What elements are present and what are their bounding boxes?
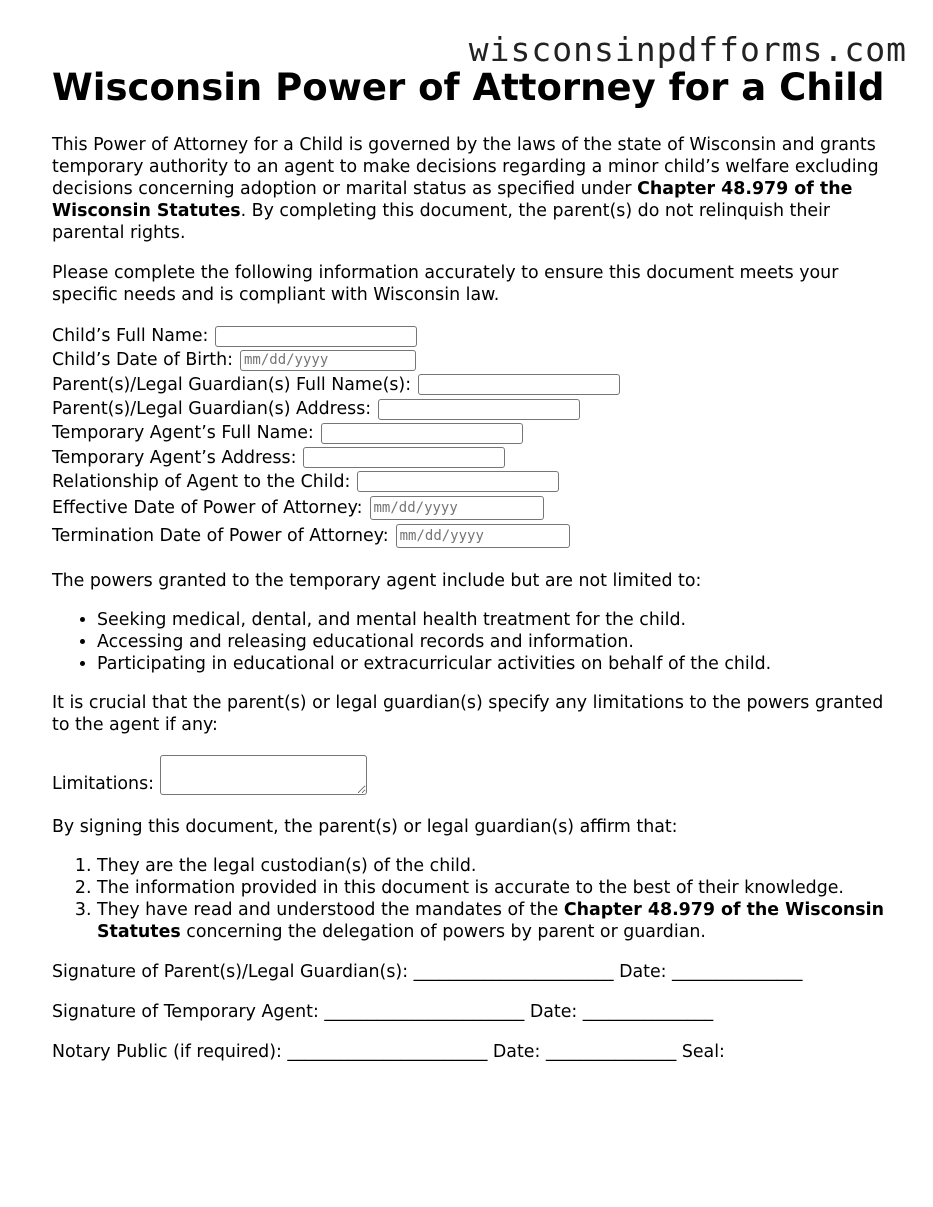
relationship-label: Relationship of Agent to the Child: (52, 471, 351, 492)
field-row-termination-date (52, 522, 892, 550)
limitations-label: Limitations: (52, 774, 155, 795)
affirm-intro: By signing this document, the parent(s) or legal guardian(s) affirm that: (52, 817, 678, 838)
field-row-parent-name (52, 373, 892, 397)
termination-date-label: Termination Date of Power of Attorney: (52, 526, 389, 547)
list-item: 1. They are the legal custodian(s) of the child. (97, 855, 892, 877)
list-item: • Accessing and releasing educational records and information. (97, 631, 892, 653)
intro-text: This Power of Attorney for a Child is governed by the laws of the state of Wisconsin and grants temporary authority to an agent to make decisions regarding a minor child’s welfare excluding decisions concerning adoption or marital status as specified under (52, 135, 879, 199)
effective-date-input[interactable] (370, 496, 544, 520)
parent-signature-line: Signature of Parent(s)/Legal Guardian(s): _______________________ Date: _______________ (52, 962, 803, 983)
form-document (52, 66, 892, 1063)
field-row-relationship (52, 470, 892, 494)
parent-address-input[interactable] (378, 399, 580, 420)
agent-name-input[interactable] (321, 423, 523, 444)
agent-name-label: Temporary Agent’s Full Name: (52, 423, 314, 444)
list-item: • Participating in educational or extracurricular activities on behalf of the child. (97, 653, 892, 675)
limitations-intro: It is crucial that the parent(s) or legal guardian(s) specify any limitations to the powers granted to the agent if any: (52, 693, 884, 736)
field-row-agent-address (52, 445, 892, 469)
agent-signature-line: Signature of Temporary Agent: _______________________ Date: _______________ (52, 1002, 714, 1023)
instructions-paragraph: Please complete the following information accurately to ensure this document meets your specific needs and is compliant with Wisconsin law. (52, 263, 839, 305)
powers-list (52, 609, 892, 675)
child-dob-label: Child’s Date of Birth: (52, 350, 233, 371)
info-fields (52, 324, 892, 550)
notary-signature-line: Notary Public (if required): _______________________ Date: _______________ Seal: (52, 1042, 725, 1063)
agent-address-label: Temporary Agent’s Address: (52, 447, 297, 468)
parent-name-input[interactable] (418, 374, 620, 395)
list-item: • Seeking medical, dental, and mental health treatment for the child. (97, 609, 892, 631)
powers-intro: The powers granted to the temporary agent include but are not limited to: (52, 571, 702, 592)
site-watermark: wisconsinpdfforms.com (468, 30, 907, 69)
field-row-child-dob (52, 348, 892, 372)
affirmation-text: They have read and understood the mandates of the (97, 900, 564, 921)
child-name-input[interactable] (215, 326, 417, 347)
list-item: 2. The information provided in this document is accurate to the best of their knowledge. (97, 877, 892, 899)
field-row-parent-address (52, 397, 892, 421)
affirmations-list (52, 855, 892, 943)
affirmation-text-end: concerning the delegation of powers by parent or guardian. (180, 922, 706, 943)
statute-reference: Chapter 48.979 of the Wisconsin Statutes (97, 900, 884, 943)
child-name-label: Child’s Full Name: (52, 326, 209, 347)
field-row-agent-name (52, 421, 892, 445)
effective-date-label: Effective Date of Power of Attorney: (52, 498, 363, 519)
parent-name-label: Parent(s)/Legal Guardian(s) Full Name(s): (52, 374, 412, 395)
intro-text-end: . By completing this document, the parent(s) do not relinquish their parental rights. (52, 201, 831, 243)
agent-address-input[interactable] (303, 447, 505, 468)
field-row-effective-date (52, 494, 892, 522)
termination-date-input[interactable] (396, 524, 570, 548)
parent-address-label: Parent(s)/Legal Guardian(s) Address: (52, 399, 372, 420)
limitations-row (52, 753, 892, 795)
field-row-child-name (52, 324, 892, 348)
list-item (97, 899, 892, 943)
child-dob-input[interactable] (240, 350, 416, 371)
intro-paragraph (52, 134, 892, 244)
statute-reference: Chapter 48.979 of the Wisconsin Statutes (52, 179, 853, 221)
limitations-textarea[interactable] (160, 755, 367, 795)
page-title: Wisconsin Power of Attorney for a Child (52, 66, 885, 109)
relationship-input[interactable] (357, 471, 559, 492)
